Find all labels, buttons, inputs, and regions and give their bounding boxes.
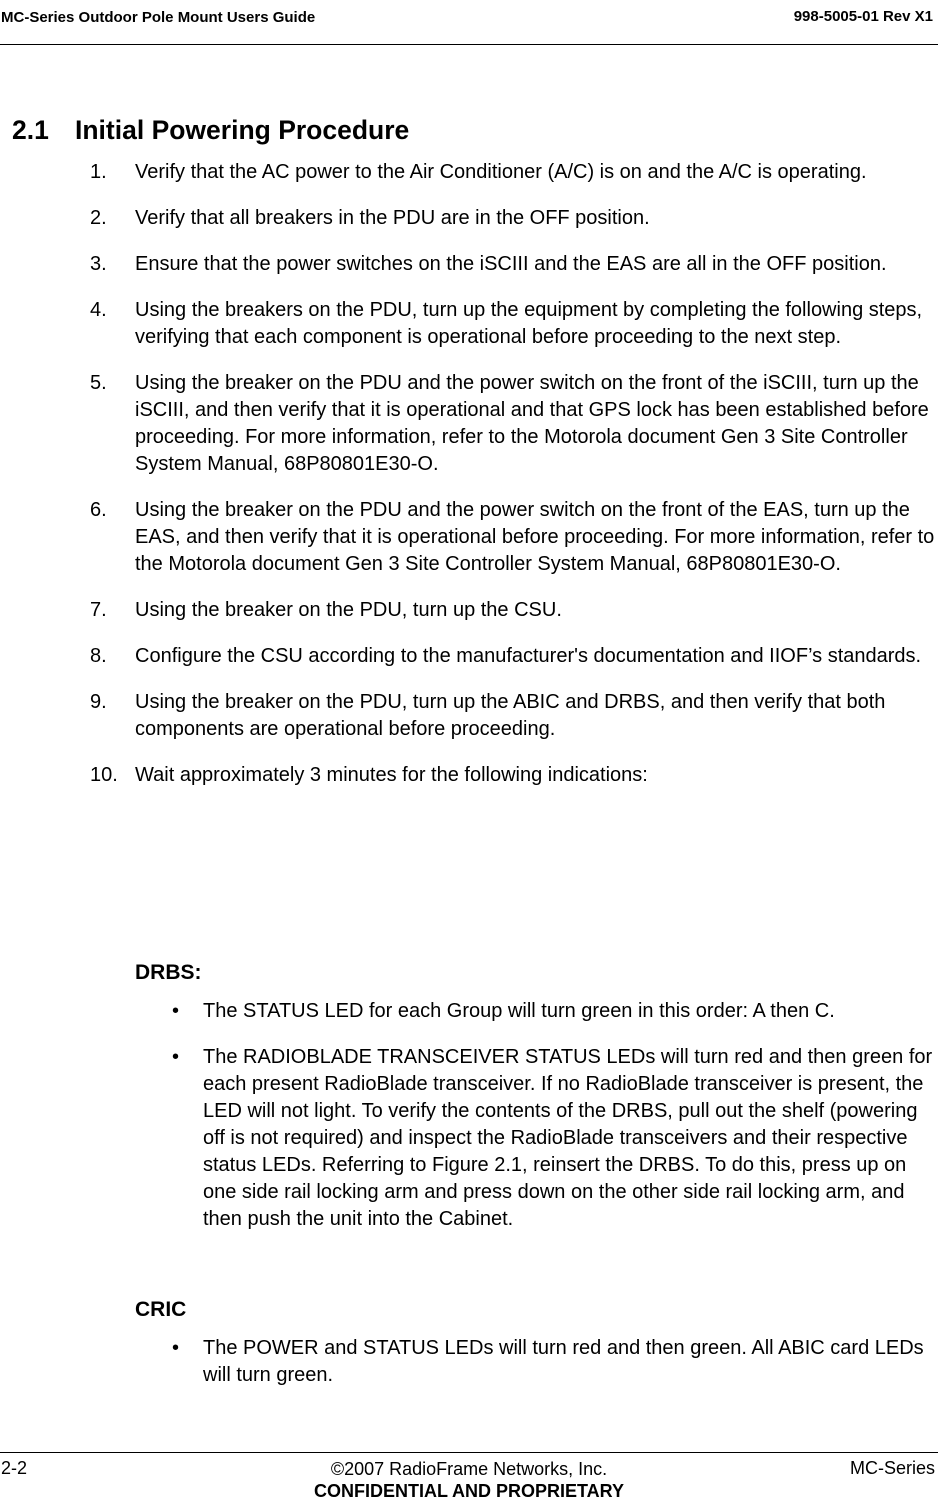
step-number: 7. [90,599,107,621]
step-number: 3. [90,253,107,275]
step-text: Verify that all breakers in the PDU are in the OFF position. [135,207,650,229]
list-item [172,1044,936,1233]
step-item [90,689,936,743]
step-text: Ensure that the power switches on the iSCIII and the EAS are all in the OFF position. [135,253,887,275]
bullet-icon: • [172,1000,180,1022]
header-divider [0,44,938,45]
section-title: Initial Powering Procedure [75,115,410,145]
footer-confidential: CONFIDENTIAL AND PROPRIETARY [313,1481,624,1501]
bullet-icon: • [172,1046,180,1068]
bullet-icon: • [172,1337,180,1359]
footer-page-number: 2-2 [1,1458,28,1478]
section-heading [12,115,409,146]
step-number: 1. [90,161,107,183]
step-number: 10. [90,764,118,786]
step-item [90,159,936,186]
cric-bullet-list [172,1335,936,1408]
step-item [90,370,936,478]
drbs-heading: DRBS: [135,961,202,984]
drbs-bullet-list [172,998,936,1252]
step-text: Using the breaker on the PDU and the power switch on the front of the iSCIII, turn up the iSCIII, and then verify that it is operational and that GPS lock has been established before proceeding. For more information, refer to the Motorola document Gen 3 Site Controller System Manual, 68P80801E30-O. [135,372,929,475]
bullet-text: The STATUS LED for each Group will turn green in this order: A then C. [203,1000,835,1022]
step-text: Using the breaker on the PDU, turn up the CSU. [135,599,562,621]
header-doc-number: 998-5005-01 Rev X1 [793,8,933,25]
procedure-steps [90,159,936,808]
step-item [90,762,936,789]
list-item [172,998,936,1025]
step-item [90,643,936,670]
step-number: 8. [90,645,107,667]
step-item [90,251,936,278]
bullet-text: The POWER and STATUS LEDs will turn red and then green. All ABIC card LEDs will turn green. [203,1337,924,1386]
cric-heading: CRIC [135,1298,187,1321]
step-text: Using the breaker on the PDU, turn up the ABIC and DRBS, and then verify that both components are operational before proceeding. [135,691,886,740]
step-number: 4. [90,299,107,321]
step-number: 5. [90,372,107,394]
step-text: Configure the CSU according to the manufacturer's documentation and IIOF’s standards. [135,645,922,667]
section-number: 2.1 [12,115,49,145]
footer-divider [0,1452,938,1453]
step-number: 6. [90,499,107,521]
footer-copyright: ©2007 RadioFrame Networks, Inc. [330,1459,608,1479]
step-item [90,597,936,624]
step-item [90,297,936,351]
step-number: 2. [90,207,107,229]
step-text: Using the breakers on the PDU, turn up the equipment by completing the following steps, verifying that each component is operational before proceeding to the next step. [135,299,923,348]
bullet-text: The RADIOBLADE TRANSCEIVER STATUS LEDs will turn red and then green for each present RadioBlade transceiver. If no RadioBlade transceiver is present, the LED will not light. To verify the contents of the DRBS, pull out the shelf (powering off is not required) and inspect the RadioBlade transceivers and their respective status LEDs. Referring to Figure 2.1, reinsert the DRBS. To do this, press up on one side rail locking arm and press down on the other side rail locking arm, and then push the unit into the Cabinet. [203,1046,933,1230]
list-item [172,1335,936,1389]
step-item [90,497,936,578]
footer-series: MC-Series [849,1458,935,1478]
step-text: Wait approximately 3 minutes for the following indications: [135,764,648,786]
step-item [90,205,936,232]
step-text: Using the breaker on the PDU and the power switch on the front of the EAS, turn up the EAS, and then verify that it is operational before proceeding. For more information, refer to the Motorola document Gen 3 Site Controller System Manual, 68P80801E30-O. [135,499,935,575]
header-doc-title: MC-Series Outdoor Pole Mount Users Guide [1,9,316,26]
step-number: 9. [90,691,107,713]
step-text: Verify that the AC power to the Air Conditioner (A/C) is on and the A/C is operating. [135,161,867,183]
footer-center [0,1458,938,1502]
